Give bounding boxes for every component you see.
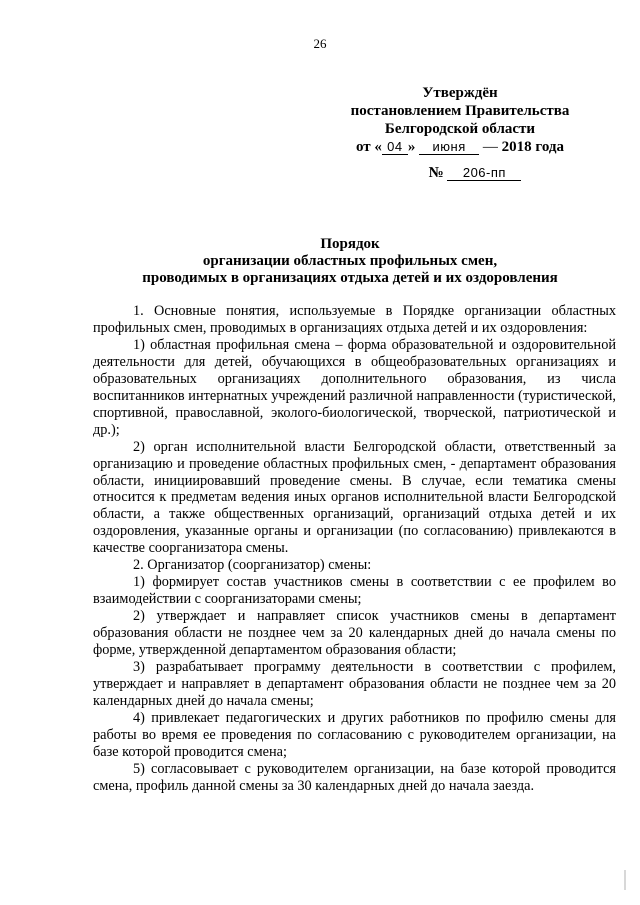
approval-resolution: постановлением Правительства — [350, 103, 570, 119]
paragraph-1-item-1: 1) областная профильная смена – форма образовательной и оздоровительной деятельности для детей, обучающихся в общеобразовательных организациях и образовательных организациях дополнительного образования, из числа воспитанников интернатных учреждений различной направленности (туристической, спортивной, православной, эколого-биологической, творческой, патриотической и др.); — [93, 336, 616, 438]
page-number: 26 — [313, 36, 327, 51]
date-year: 2018 года — [501, 139, 564, 155]
paragraph-1: 1. Основные понятия, используемые в Порядке организации областных профильных смен, проводимых в организациях отдыха детей и их оздоровления: — [93, 303, 616, 336]
number-prefix: № — [428, 165, 444, 181]
approval-title: Утверждён — [422, 85, 498, 101]
title-line-1: Порядок — [320, 236, 380, 252]
paragraph-2-item-3: 3) разрабатывает программу деятельности в соответствии с профилем, утверждает и направляет в департамент образования области не позднее чем за 20 календарных дней до начала смены; — [93, 659, 616, 709]
title-line-2: организации областных профильных смен, — [202, 253, 498, 269]
paragraph-2-item-1: 1) формирует состав участников смены в соответствии с ее профилем во взаимодействии с соорганизаторами смены; — [93, 574, 616, 608]
date-month-handwritten: июня — [419, 140, 479, 155]
approval-number — [330, 164, 590, 182]
date-dash: — — [482, 139, 498, 155]
title-line-3: проводимых в организациях отдыха детей и их оздоровления — [142, 270, 558, 286]
date-prefix: от « — [355, 139, 382, 155]
paragraph-2: 2. Организатор (соорганизатор) смены: — [133, 557, 372, 574]
number-handwritten: 206-пп — [447, 166, 521, 181]
paragraph-2-item-4: 4) привлекает педагогических и других работников по профилю смены для работы во время ее проведения по согласованию с руководителем организации, на базе которой проводится смена; — [93, 709, 616, 760]
paragraph-1-item-2: 2) орган исполнительной власти Белгородской области, ответственный за организацию и проведение областных профильных смен, - департамент образования области, инициировавший проведение смены. В случае, если тематика смены относится к предметам ведения иных органов исполнительной власти Белгородской области, а также общественных организаций, организаций отдыха детей и их оздоровления, указанные органы и организации (по согласованию) привлекаются в качестве соорганизатора смены. — [93, 438, 616, 557]
date-day-handwritten: 04 — [382, 140, 408, 155]
document-title — [60, 236, 640, 287]
scan-edge-mark — [624, 870, 640, 890]
approval-block — [330, 84, 590, 182]
date-mid: » — [407, 139, 416, 155]
paragraph-2-item-2: 2) утверждает и направляет список участников смены в департамент образования области не позднее чем за 20 календарных дней до начала смены по форме, утвержденной департаментом образования области; — [93, 608, 616, 659]
approval-region: Белгородской области — [384, 121, 536, 137]
document-body — [93, 303, 616, 795]
paragraph-2-item-5: 5) согласовывает с руководителем организации, на базе которой проводится смена, профиль данной смены за 30 календарных дней до начала заезда. — [93, 760, 616, 794]
approval-date — [330, 138, 590, 156]
